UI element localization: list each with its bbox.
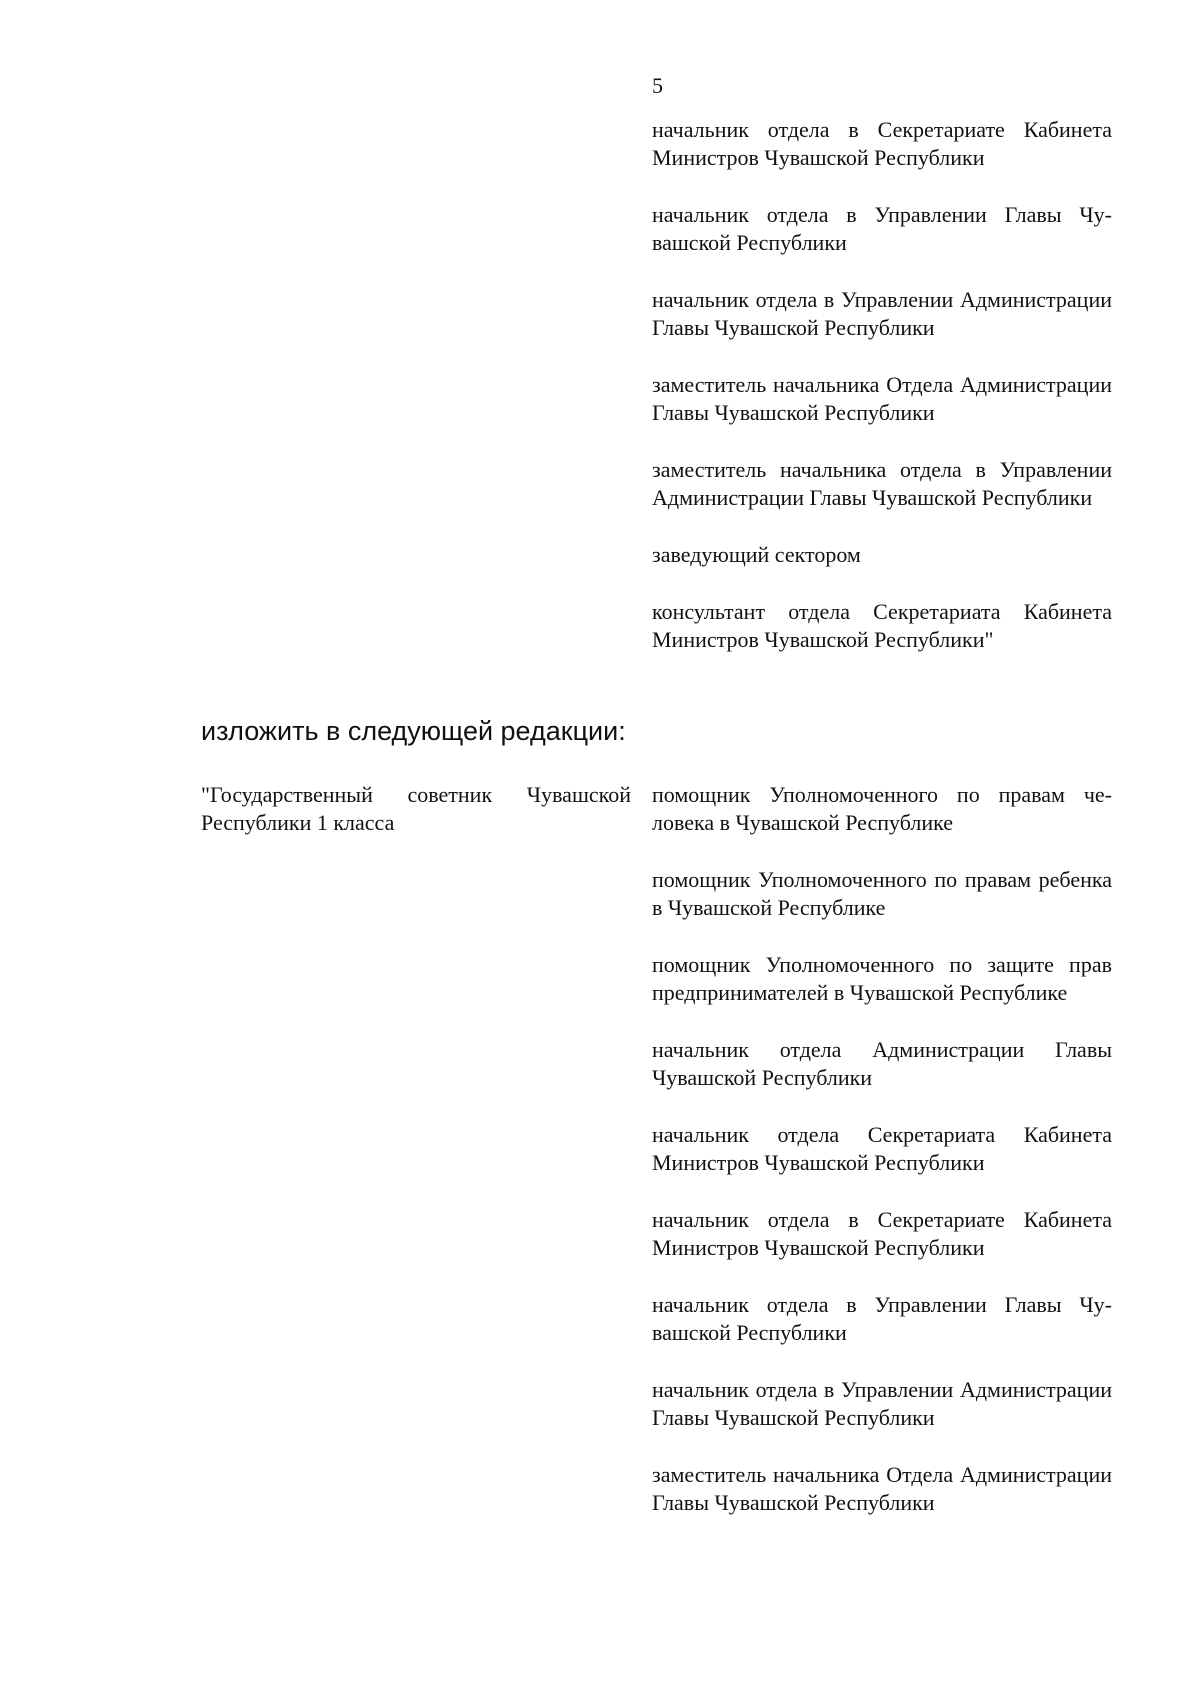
position-list-old <box>652 116 1112 654</box>
position-entry: начальник отдела Администрации Главы Чувашской Республики <box>652 1037 1112 1090</box>
position-entry: заведующий сектором <box>652 542 861 567</box>
position-entry: начальник отдела Секретариата Кабинета Министров Чувашской Республики <box>652 1122 1112 1175</box>
position-entry: помощник Уполномоченного по правам человека в Чувашской Республике <box>652 782 1112 835</box>
position-entry: начальник отдела в Управлении Главы Чувашской Республики <box>652 1292 1112 1345</box>
position-entry: консультант отдела Секретариата Кабинета Министров Чувашской Республики" <box>652 599 1112 652</box>
position-entry: начальник отдела в Секретариате Кабинета Министров Чувашской Республики <box>652 1207 1112 1260</box>
position-entry: помощник Уполномоченного по правам ребенка в Чувашской Республике <box>652 867 1112 920</box>
position-entry: заместитель начальника Отдела Администрации Главы Чувашской Республики <box>652 372 1112 425</box>
page-number: 5 <box>652 73 663 98</box>
position-entry: начальник отдела в Управлении Главы Чувашской Республики <box>652 202 1112 255</box>
position-entry: начальник отдела в Управлении Администрации Главы Чувашской Республики <box>652 287 1112 340</box>
position-entry: помощник Уполномоченного по защите прав предпринимателей в Чувашской Республике <box>652 952 1112 1005</box>
position-entry: начальник отдела в Управлении Администрации Главы Чувашской Республики <box>652 1377 1112 1430</box>
instruction-text: изложить в следующей редакции: <box>201 716 626 746</box>
rank-title: "Государственный советник Чувашской Республики 1 класса <box>201 782 631 835</box>
rank-column <box>201 781 631 837</box>
position-entry: начальник отдела в Секретариате Кабинета Министров Чувашской Республики <box>652 117 1112 170</box>
position-entry: заместитель начальника отдела в Управлении Администрации Главы Чувашской Республики <box>652 457 1112 510</box>
position-entry: заместитель начальника Отдела Администрации Главы Чувашской Республики <box>652 1462 1112 1515</box>
position-list-new <box>652 781 1112 1517</box>
